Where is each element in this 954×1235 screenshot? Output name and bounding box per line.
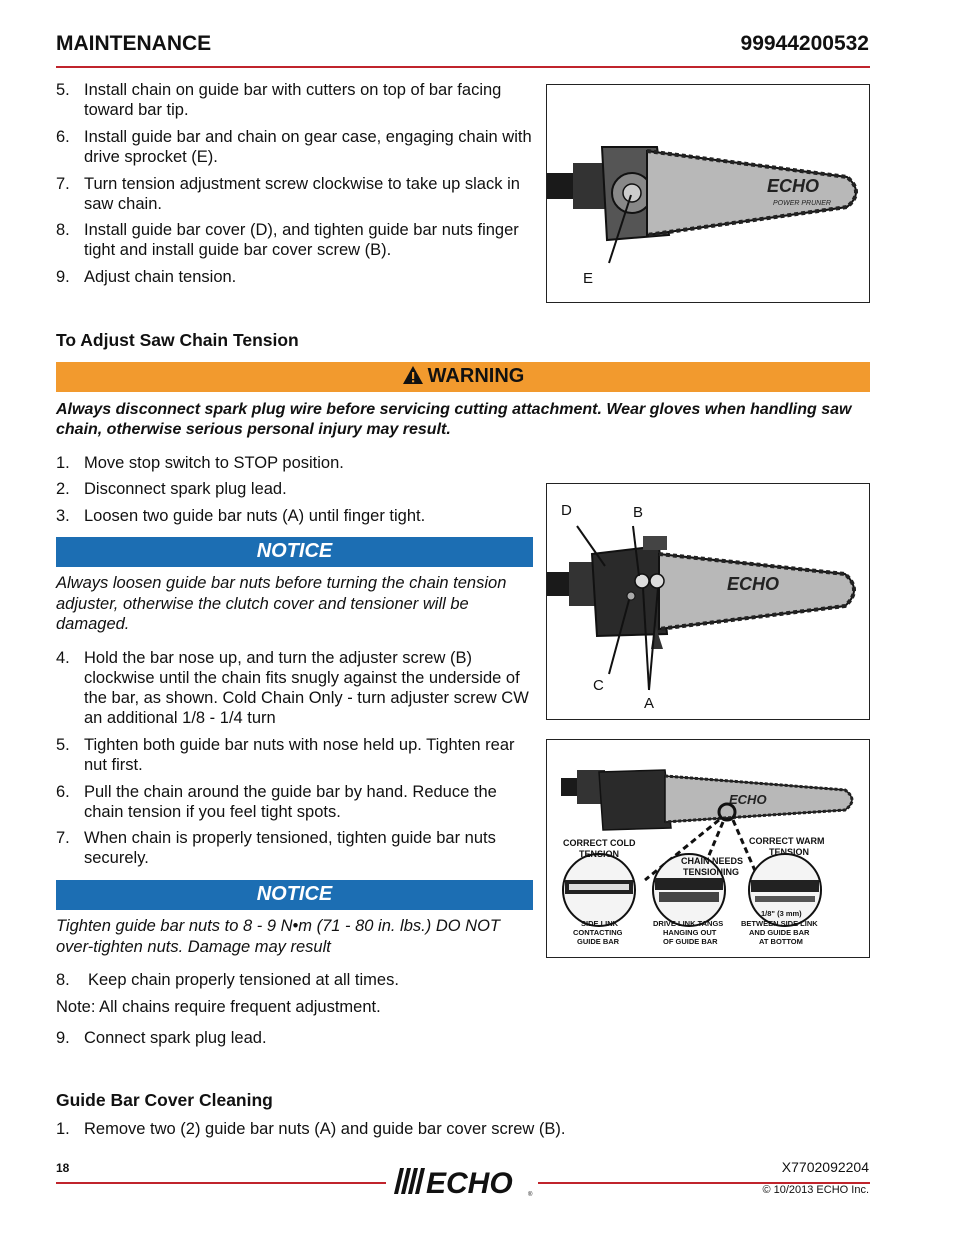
bar-brand-text: ECHO: [767, 176, 820, 196]
warning-text: Always disconnect spark plug wire before servicing cutting attachment. Wear gloves when handling saw chain, otherwise serious personal injury may result.: [56, 401, 852, 438]
chain-tension-diagram: [547, 740, 868, 956]
list-item: 3. Loosen two guide bar nuts (A) until finger tight.: [56, 507, 426, 525]
list-item: 9. Adjust chain tension.: [56, 268, 237, 286]
echo-logo-icon: [392, 1164, 536, 1198]
list-item: 6. Install guide bar and chain on gear case, engaging chain with drive sprocket (E).: [56, 128, 532, 166]
list-item: 5. Install chain on guide bar with cutters on top of bar facing toward bar tip.: [56, 81, 502, 119]
list-item: 8. Install guide bar cover (D), and tighten guide bar nuts finger tight and install guide bar cover screw (B).: [56, 221, 519, 259]
list-item: 1. Move stop switch to STOP position.: [56, 454, 344, 472]
label-c: C: [593, 677, 604, 694]
svg-text:®: ®: [528, 1192, 533, 1198]
list-item: 8. Keep chain properly tensioned at all times.: [56, 971, 399, 989]
notice-text-1: Always loosen guide bar nuts before turning the chain tension adjuster, otherwise the clutch cover and tensioner will be damaged.: [56, 574, 507, 633]
note-text: Note: All chains require frequent adjustment.: [56, 998, 381, 1016]
page-number: 18: [56, 1161, 70, 1175]
figure-tension-adjust: [546, 483, 870, 720]
svg-text:ECHO: ECHO: [729, 792, 767, 807]
svg-text:ECHO: ECHO: [727, 574, 780, 594]
figure-chain-install: [546, 84, 870, 303]
svg-text:CORRECT WARMTENSION: CORRECT WARM TENSION: [749, 836, 825, 857]
svg-text:CORRECT COLDTENSION: CORRECT COLD TENSION: [563, 838, 636, 859]
section-heading-tension: To Adjust Saw Chain Tension: [56, 330, 299, 350]
label-a: A: [644, 695, 655, 712]
header-rule: [56, 66, 870, 68]
notice-label: NOTICE: [256, 883, 333, 905]
copyright: © 10/2013 ECHO Inc.: [762, 1184, 869, 1196]
list-item: 7. When chain is properly tensioned, tighten guide bar nuts securely.: [56, 829, 496, 867]
notice-label: NOTICE: [256, 540, 333, 562]
echo-logo: [392, 1164, 536, 1198]
chainsaw-adjust-illustration: [547, 484, 868, 718]
echo-logo-text: ECHO: [426, 1167, 513, 1198]
warning-triangle-icon: [402, 365, 424, 385]
svg-text:BETWEEN SIDE LINKAND GUIDE BAR: BETWEEN SIDE LINK AND GUIDE BAR AT BOTTOM: [741, 919, 818, 946]
footer-rule-left: [56, 1182, 386, 1184]
list-item: 1. Remove two (2) guide bar nuts (A) and guide bar cover screw (B).: [56, 1120, 566, 1138]
svg-text:CHAIN NEEDSTENSIONING: CHAIN NEEDS TENSIONING: [681, 856, 744, 877]
section-heading-cleaning: Guide Bar Cover Cleaning: [56, 1090, 273, 1110]
list-item: 5. Tighten both guide bar nuts with nose held up. Tighten rear nut first.: [56, 736, 515, 774]
cold-tension-circle: [563, 854, 635, 926]
bar-product-text: POWER PRUNER: [773, 200, 831, 207]
doc-number: X7702092204: [781, 1159, 869, 1175]
notice-banner-2: [56, 880, 533, 910]
section-title: MAINTENANCE: [56, 32, 212, 55]
list-item: 2. Disconnect spark plug lead.: [56, 480, 287, 498]
gap-label: 1/8" (3 mm): [761, 909, 802, 918]
warning-label: WARNING: [427, 365, 525, 387]
notice-banner-1: [56, 537, 533, 567]
list-item: 9. Connect spark plug lead.: [56, 1029, 267, 1047]
list-item: 4. Hold the bar nose up, and turn the adjuster screw (B) clockwise until the chain fits snugly against the underside of the bar, as shown. Cold Chain Only - turn adjuster screw CW an additional 1/8 - 1/4 turn: [56, 649, 529, 727]
svg-text:DRIVE LINK TANGSHANGING OUTOF: DRIVE LINK TANGS HANGING OUT OF GUIDE BAR: [653, 919, 724, 946]
svg-text:SIDE LINKCONTACTINGGUIDE BAR: SIDE LINK CONTACTING GUIDE BAR: [573, 919, 623, 946]
label-b: B: [633, 504, 644, 521]
part-number: 99944200532: [740, 32, 869, 55]
list-item: 7. Turn tension adjustment screw clockwise to take up slack in saw chain.: [56, 175, 520, 213]
list-item: 6. Pull the chain around the guide bar by hand. Reduce the chain tension if you feel tight spots.: [56, 783, 497, 821]
warning-banner: [56, 362, 870, 392]
chainsaw-illustration: [547, 85, 868, 301]
notice-text-2: Tighten guide bar nuts to 8 - 9 N•m (71 - 80 in. lbs.) DO NOT over-tighten nuts. Damage may result: [56, 917, 500, 956]
label-d: D: [561, 502, 572, 519]
label-e: E: [583, 270, 594, 287]
figure-tension-check: [546, 739, 870, 958]
